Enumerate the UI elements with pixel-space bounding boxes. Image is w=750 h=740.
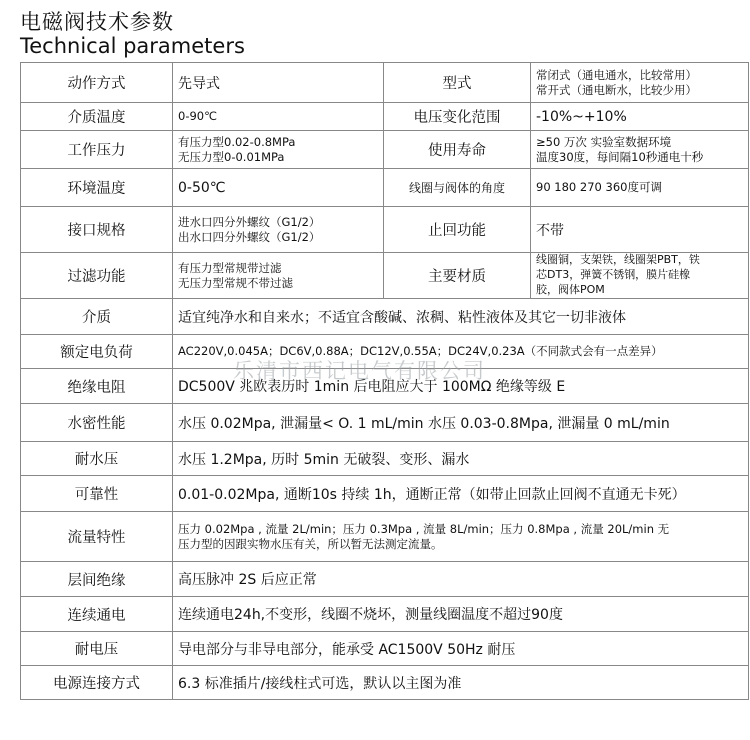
cell-text-line: 温度30度，每间隔10秒通电十秒 — [536, 149, 704, 164]
param-value — [173, 253, 384, 299]
cell-text-line: 压力型的因跟实物水压有关，所以暂无法测定流量。 — [178, 536, 443, 551]
param-label: 电源连接方式 — [21, 666, 173, 700]
cell-text-line: 水压 0.02Mpa, 泄漏量< O. 1 mL/min 水压 0.03-0.8Mpa, 泄漏量 0 mL/min — [178, 415, 670, 432]
param-label: 电压变化范围 — [384, 103, 531, 131]
param-label: 额定电负荷 — [21, 335, 173, 369]
cell-text-line: -10%~+10% — [536, 108, 627, 125]
param-label: 使用寿命 — [384, 131, 531, 169]
cell-text-line: 连续通电24h,不变形，线圈不烧坏，测量线圈温度不超过90度 — [178, 607, 563, 623]
param-label: 流量特性 — [21, 512, 173, 562]
param-label: 主要材质 — [384, 253, 531, 299]
param-value — [173, 562, 749, 597]
param-value — [173, 512, 749, 562]
param-label: 介质温度 — [21, 103, 173, 131]
cell-text-line: 压力 0.02Mpa , 流量 2L/min；压力 0.3Mpa , 流量 8L/min；压力 0.8Mpa , 流量 20L/min 无 — [178, 521, 670, 536]
table-row — [21, 442, 749, 476]
cell-text-line: 有压力型0.02-0.8MPa — [178, 134, 296, 149]
table-row — [21, 632, 749, 666]
cell-text-line: 常闭式（通电通水，比较常用） — [536, 67, 697, 82]
param-label: 耐水压 — [21, 442, 173, 476]
cell-text-line: 胶，阀体POM — [536, 282, 605, 296]
cell-text-line: 6.3 标准插片/接线柱式可选，默认以主图为准 — [178, 675, 462, 692]
cell-text-line: 有压力型常规带过滤 — [178, 260, 282, 275]
param-value — [173, 369, 749, 404]
param-label: 接口规格 — [21, 207, 173, 253]
param-label: 水密性能 — [21, 404, 173, 442]
table-row — [21, 131, 749, 169]
table-row — [21, 562, 749, 597]
table-row — [21, 253, 749, 299]
cell-text-line: DC500V 兆欧表历时 1min 后电阻应大于 100MΩ 绝缘等级 E — [178, 379, 566, 395]
parameters-table — [20, 62, 749, 700]
param-value — [173, 169, 384, 207]
param-value — [173, 299, 749, 335]
cell-text-line: ≥50 万次 实验室数据环境 — [536, 134, 672, 149]
param-label: 止回功能 — [384, 207, 531, 253]
param-label: 连续通电 — [21, 597, 173, 632]
table-row — [21, 169, 749, 207]
param-value — [173, 207, 384, 253]
param-label: 过滤功能 — [21, 253, 173, 299]
param-value — [173, 103, 384, 131]
cell-text-line: 0.01-0.02Mpa, 通断10s 持续 1h，通断正常（如带止回款止回阀不直通无卡死） — [178, 486, 686, 503]
cell-text-line: 先导式 — [178, 75, 220, 92]
cell-text-line: 导电部分与非导电部分，能承受 AC1500V 50Hz 耐压 — [178, 641, 516, 658]
table-row — [21, 512, 749, 562]
cell-text-line: 0-90℃ — [178, 109, 218, 124]
param-value — [531, 169, 749, 207]
cell-text-line: 无压力型0-0.01MPa — [178, 149, 285, 164]
param-label: 可靠性 — [21, 476, 173, 512]
param-label: 动作方式 — [21, 63, 173, 103]
param-label: 型式 — [384, 63, 531, 103]
cell-text-line: 高压脉冲 2S 后应正常 — [178, 572, 317, 588]
table-row — [21, 63, 749, 103]
table-row — [21, 369, 749, 404]
cell-text-line: 不带 — [536, 222, 564, 239]
param-label: 绝缘电阻 — [21, 369, 173, 404]
cell-text-line: 进水口四分外螺纹（G1/2） — [178, 214, 321, 229]
table-row — [21, 103, 749, 131]
watermark: 乐清市西记电气有限公司 — [233, 359, 486, 383]
table-row — [21, 299, 749, 335]
param-value — [173, 597, 749, 632]
table-row — [21, 335, 749, 369]
cell-text-line: AC220V,0.045A；DC6V,0.88A；DC12V,0.55A；DC24V,0.23A（不同款式会有一点差异） — [178, 344, 663, 359]
param-value — [173, 476, 749, 512]
param-value — [173, 632, 749, 666]
param-label: 工作压力 — [21, 131, 173, 169]
title-en: Technical parameters — [20, 34, 245, 58]
param-value — [531, 63, 749, 103]
param-value — [531, 253, 749, 299]
cell-text-line: 出水口四分外螺纹（G1/2） — [178, 229, 321, 244]
cell-text-line: 芯DT3，弹簧不锈钢，膜片硅橡 — [536, 268, 691, 282]
parameters-table-body — [21, 63, 749, 700]
param-value — [531, 103, 749, 131]
param-value — [173, 131, 384, 169]
table-row — [21, 476, 749, 512]
param-label: 耐电压 — [21, 632, 173, 666]
cell-text-line: 水压 1.2Mpa, 历时 5min 无破裂、变形、漏水 — [178, 451, 470, 468]
cell-text-line: 无压力型常规不带过滤 — [178, 275, 293, 290]
cell-text-line: 90 180 270 360度可调 — [536, 180, 662, 195]
param-label: 层间绝缘 — [21, 562, 173, 597]
table-row — [21, 597, 749, 632]
param-label: 环境温度 — [21, 169, 173, 207]
table-row — [21, 207, 749, 253]
param-value — [173, 335, 749, 369]
cell-text-line: 线圈铜，支架铁，线圈架PBT，铁 — [536, 253, 700, 267]
table-row — [21, 404, 749, 442]
title-cn: 电磁阀技术参数 — [20, 10, 174, 34]
param-value — [173, 404, 749, 442]
param-value — [173, 666, 749, 700]
cell-text-line: 0-50℃ — [178, 179, 226, 196]
param-value — [531, 131, 749, 169]
cell-text-line: 适宜纯净水和自来水；不适宜含酸碱、浓稠、粘性液体及其它一切非液体 — [178, 309, 626, 326]
cell-text-line: 常开式（通电断水，比较少用） — [536, 82, 697, 97]
param-value — [173, 63, 384, 103]
param-label: 线圈与阀体的角度 — [384, 169, 531, 207]
param-label: 介质 — [21, 299, 173, 335]
table-row — [21, 666, 749, 700]
param-value — [531, 207, 749, 253]
param-value — [173, 442, 749, 476]
